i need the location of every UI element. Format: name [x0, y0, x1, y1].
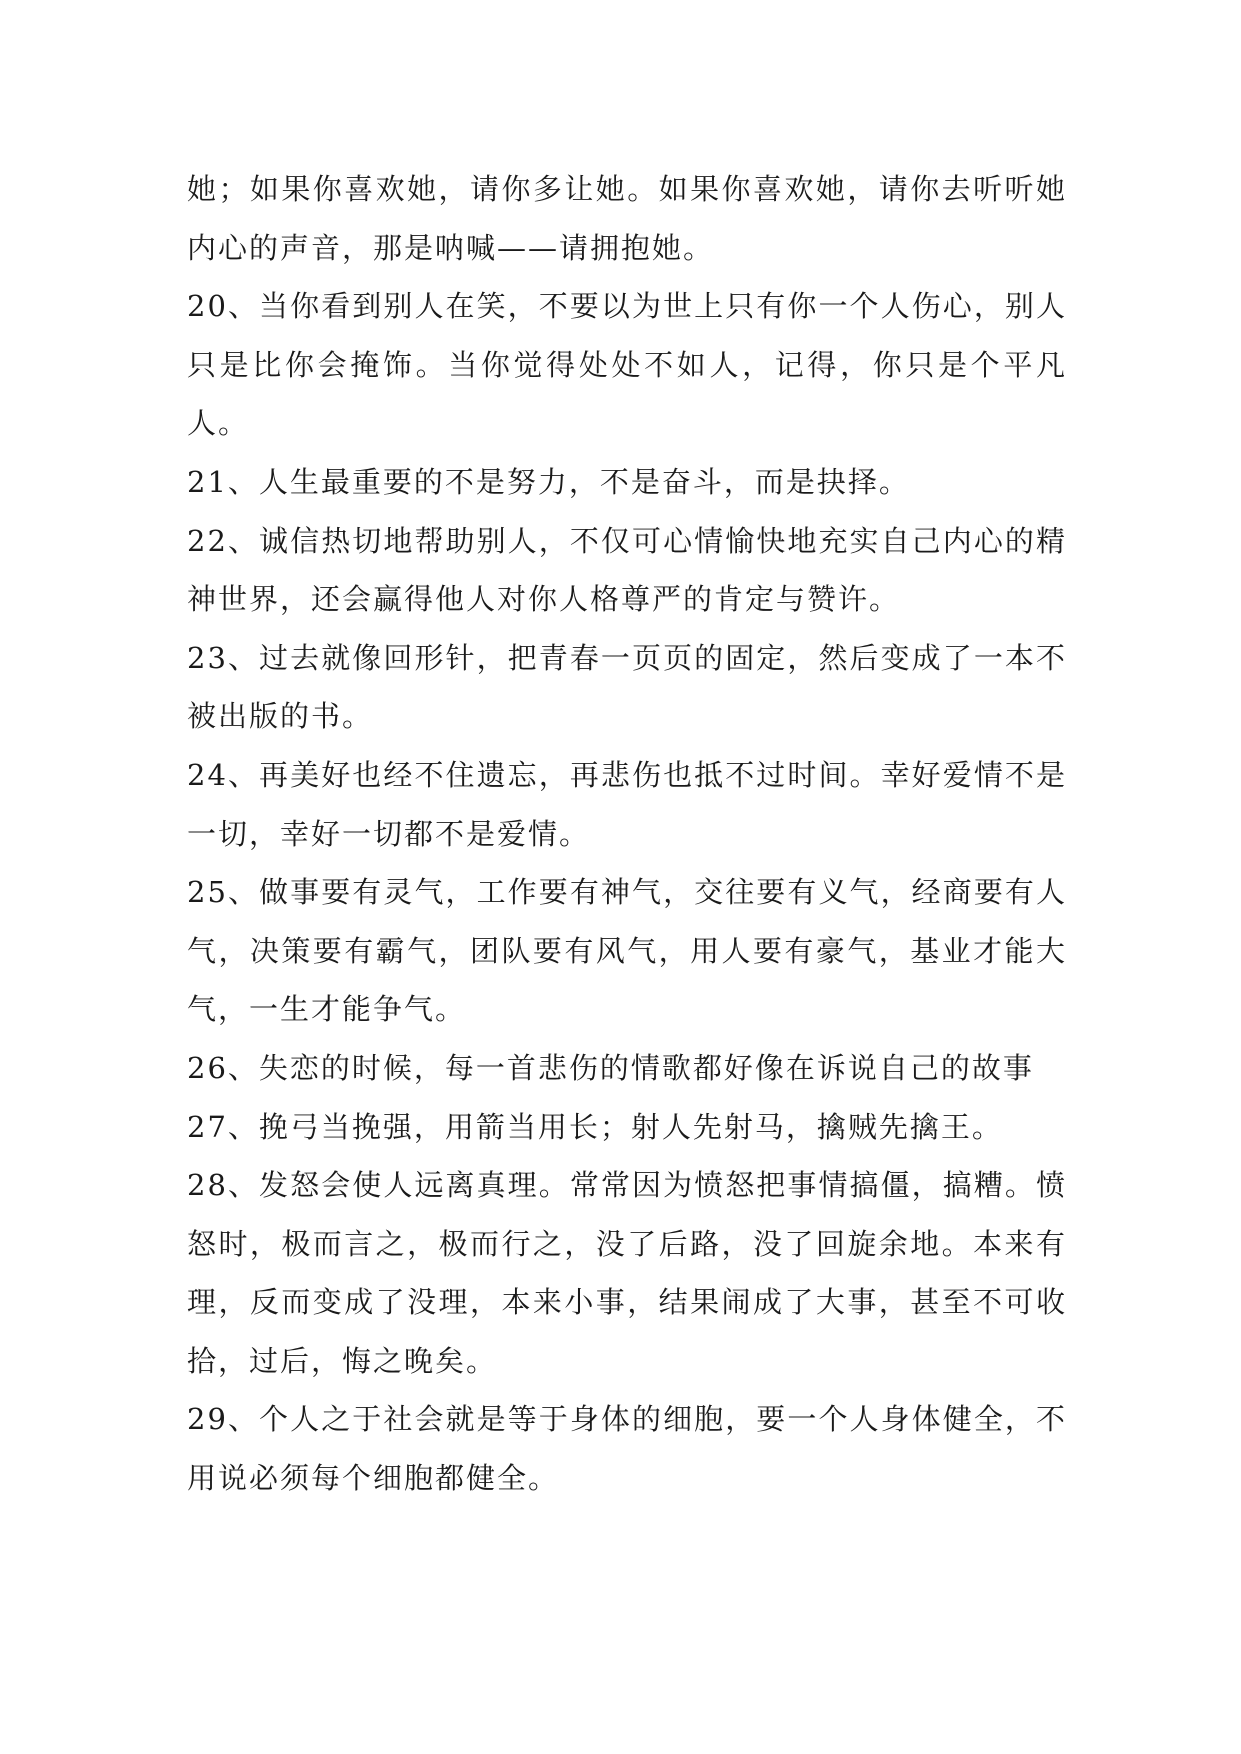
paragraph-27: 27、挽弓当挽强，用箭当用长；射人先射马，擒贼先擒王。 — [187, 1109, 1003, 1144]
document-body — [187, 160, 1067, 1508]
paragraph-25: 25、做事要有灵气，工作要有神气，交往要有义气，经商要有人气，决策要有霸气，团队要有风气，用人要有豪气，基业才能大气，一生才能争气。 — [187, 875, 1067, 1027]
paragraph-23: 23、过去就像回形针，把青春一页页的固定，然后变成了一本不被出版的书。 — [187, 640, 1067, 734]
paragraph-22: 22、诚信热切地帮助别人，不仅可心情愉快地充实自己内心的精神世界，还会赢得他人对你人格尊严的肯定与赞许。 — [187, 523, 1067, 617]
paragraph-20: 20、当你看到别人在笑，不要以为世上只有你一个人伤心，别人只是比你会掩饰。当你觉得处处不如人，记得，你只是个平凡人。 — [187, 289, 1067, 441]
paragraph-29: 29、个人之于社会就是等于身体的细胞，要一个人身体健全，不用说必须每个细胞都健全。 — [187, 1402, 1067, 1496]
paragraph-24: 24、再美好也经不住遗忘，再悲伤也抵不过时间。幸好爱情不是一切，幸好一切都不是爱情。 — [187, 757, 1067, 851]
paragraph-continuation: 她；如果你喜欢她，请你多让她。如果你喜欢她，请你去听听她内心的声音，那是呐喊——请拥抱她。 — [187, 172, 1067, 265]
paragraph-28: 28、发怒会使人远离真理。常常因为愤怒把事情搞僵，搞糟。愤怒时，极而言之，极而行之，没了后路，没了回旋余地。本来有理，反而变成了没理，本来小事，结果闹成了大事，甚至不可收拾，过后，悔之晚矣。 — [187, 1168, 1067, 1378]
paragraph-21: 21、人生最重要的不是努力，不是奋斗，而是抉择。 — [187, 464, 910, 499]
paragraph-26: 26、失恋的时候，每一首悲伤的情歌都好像在诉说自己的故事 — [187, 1050, 1034, 1085]
